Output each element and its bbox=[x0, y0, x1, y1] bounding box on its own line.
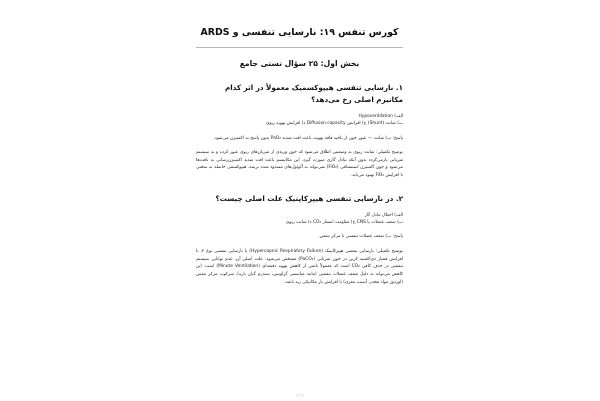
question-1-text: ۱. نارسایی تنفسی هیپوکسمیک معمولاً در اثر کدام مکانیزم اصلی رخ می‌دهد؟ bbox=[225, 83, 403, 104]
question-2-options bbox=[196, 212, 403, 227]
page-number: ۱۲/۱ bbox=[295, 394, 305, 399]
question-1-option-line-1: الف) Hypoventilation bbox=[358, 113, 403, 119]
question-1-answer: پاسخ: ب) شانت — عبور خون از ناحیه فاقد تهویه، باعث افت شدید PaO₂ بدون پاسخ به اکسیژن می‌شود. bbox=[213, 135, 403, 141]
title-divider bbox=[196, 47, 403, 48]
question-1-explanation: توضیح تکمیلی: شانت ریوی به وضعیتی اطلاق می‌شود که خون وریدی از شریان‌های ریوی عبور کرده و به سیستم شریانی بازمی‌گردد بدون آنکه تبادل گازی صورت گیرد. این مکانیسم باعث افت شدید اکسیژن‌رسانی به بافت‌ها می‌شود و چون اکسیژن استنشاقی (FiO₂) نمی‌تواند به آلوئول‌های مسدود شده برسد، هیپوکسمی حاصله به سختی با افزایش FiO₂ بهبود می‌یابد. bbox=[196, 149, 404, 179]
question-block-2 bbox=[196, 193, 403, 287]
question-2-explanation: توضیح تکمیلی: نارسایی تنفسی هیپرکاپنیک (Hypercapnic Respiratory Failure) یا نارسایی تنفسی نوع ۲، با افزایش فشار دی‌اکسید کربن در خون شریانی (PaCO₂) مشخص می‌شود. علت اصلی آن، عدم توانایی سیستم تنفسی در حذف کافی CO₂ است که معمولاً ناشی از کاهش تهویه دقیقه‌ای (Minute Ventilation) است. این کاهش می‌تواند به دلیل ضعف عضلات تنفسی (مانند میاستنی گراویس، سندرم گیان باره)، سرکوب مرکز تنفس (اوردوز مواد مخدر، آسیب مغزی) یا افزایش بار مکانیکی ریه باشد. bbox=[196, 248, 403, 285]
section-title: بخش اول: ۲۵ سؤال تستی جامع bbox=[239, 58, 360, 68]
question-block-1 bbox=[196, 82, 403, 180]
document-content bbox=[196, 26, 403, 297]
question-2-option-line-1: الف) اختلال تبادل گاز bbox=[364, 212, 403, 218]
page-footer bbox=[0, 382, 600, 401]
question-2-option-line-2: ب) ضعف عضلات یا CNS ج) مقاومت انتشار CO₂ د) شانت ریوی bbox=[285, 219, 403, 225]
question-2-answer: پاسخ: ب) ضعف عضلات تنفسی یا مرکز تنفس. bbox=[318, 234, 403, 240]
page-title: کورس تنفس ۱۹: نارسایی تنفسی و ARDS bbox=[200, 27, 399, 38]
question-1-options bbox=[196, 113, 403, 128]
question-2-text: ۲. در نارسایی تنفسی هیپرکاپنیک علت اصلی چیست؟ bbox=[215, 193, 403, 203]
question-1-option-line-2: ب) شانت (Shunt) ج) افزایش Diffusion capacity د) افزایش تهویه ریوی bbox=[265, 121, 403, 127]
